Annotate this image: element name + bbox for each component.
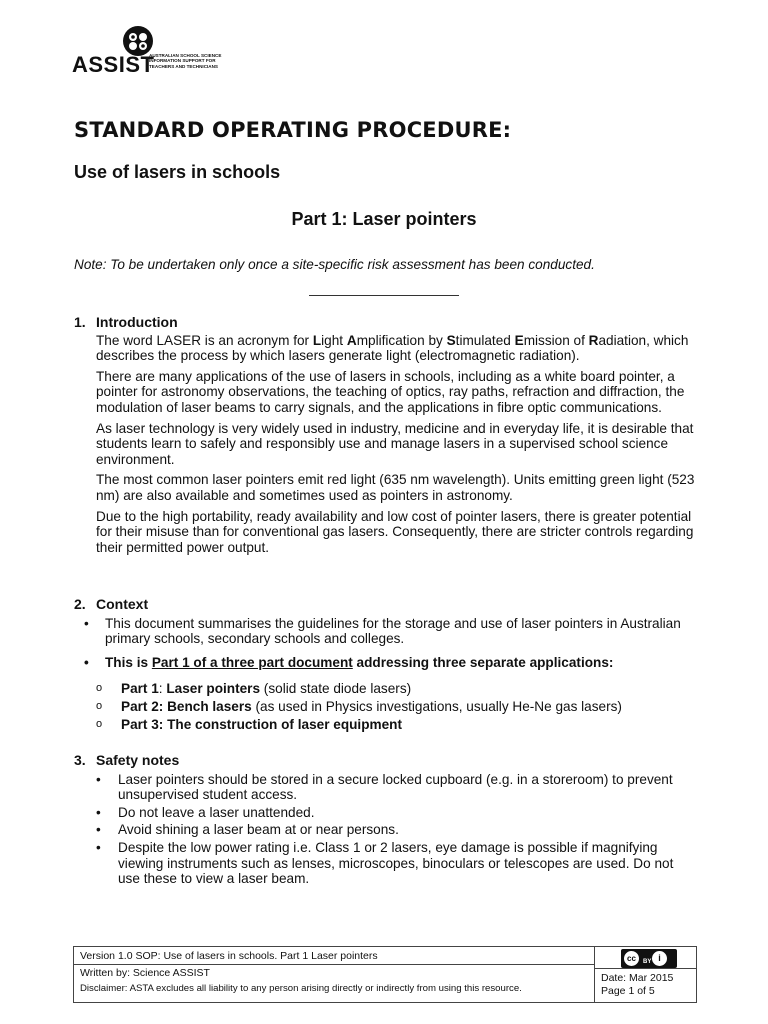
intro-paragraph: Due to the high portability, ready availability and low cost of pointer lasers, there is greater potential for their misuse than for conventional gas lasers. Consequently, there are stricter controls regarding their permitted power output. [96, 508, 694, 555]
sub-list-item: o Part 2: Bench lasers (as used in Physics investigations, usually He-Ne gas lasers) [96, 698, 622, 714]
list-item: • This document summarises the guidelines for the storage and use of laser pointers in Australian primary schools, secondary schools and colleges. [84, 615, 681, 647]
logo-tagline-line: INFORMATION SUPPORT FOR [149, 58, 216, 64]
section-number: 1. [74, 314, 86, 330]
part-title: Part 1: Laser pointers [291, 209, 477, 229]
bullet-icon: • [96, 839, 101, 855]
footer-author: Written by: Science ASSIST [80, 967, 210, 979]
bullet-icon: • [96, 771, 101, 787]
document-subtitle: Use of lasers in schools [74, 162, 281, 182]
section-number: 3. [74, 752, 86, 768]
circle-bullet-icon: o [96, 717, 103, 730]
circle-bullet-icon: o [96, 699, 103, 712]
list-item: • Do not leave a laser unattended. [96, 804, 315, 820]
list-item: • This is Part 1 of a three part document addressing three separate applications: [84, 654, 614, 670]
list-item: • Despite the low power rating i.e. Class 1 or 2 lasers, eye damage is possible if magnifying viewing instruments such as lenses, microscopes, binoculars or telescopes are used. Do not use these to view a laser beam. [96, 839, 674, 887]
creative-commons-icon: cc BY i [621, 949, 677, 968]
intro-paragraph: The word LASER is an acronym for Light Amplification by Stimulated Emission of Radiation, which describes the process by which lasers generate light (electromagnetic radiation). [96, 332, 689, 364]
sub-list-item: o Part 3: The construction of laser equipment [96, 716, 402, 732]
sub-list-item: o Part 1: Laser pointers (solid state diode lasers) [96, 681, 412, 697]
section-title: Introduction [96, 314, 178, 330]
section-safety-notes [74, 753, 699, 889]
section-heading [74, 753, 699, 769]
section-heading [74, 597, 699, 613]
section-title: Safety notes [96, 752, 180, 768]
logo-tagline-line: TEACHERS AND TECHNICIANS [149, 63, 218, 69]
circle-bullet-icon: o [96, 682, 103, 695]
section-number: 2. [74, 596, 86, 612]
bullet-icon: • [84, 615, 89, 631]
risk-note: Note: To be undertaken only once a site-specific risk assessment has been conducted. [74, 257, 595, 272]
list-item: • Avoid shining a laser beam at or near persons. [96, 822, 399, 838]
bullet-icon: • [84, 654, 89, 670]
footer-date: Date: Mar 2015 [601, 972, 674, 984]
logo-tagline-line: AUSTRALIAN SCHOOL SCIENCE [149, 53, 222, 58]
logo-wordmark: ASSIST [72, 52, 155, 77]
logo-tagline [149, 53, 229, 69]
footer-disclaimer: Disclaimer: ASTA excludes all liability to any person arising directly or indirectly from using this resource. [80, 983, 522, 994]
intro-paragraph: The most common laser pointers emit red light (635 nm wavelength). Units emitting green light (523 nm) are also available and sometimes used as pointers in astronomy. [96, 472, 695, 503]
footer-page-number: Page 1 of 5 [601, 985, 655, 997]
bullet-icon: • [96, 822, 101, 838]
document-title: STANDARD OPERATING PROCEDURE: [74, 118, 512, 142]
intro-paragraph: There are many applications of the use of lasers in schools, including as a white board pointer, a pointer for astronomy observations, the teaching of optics, ray paths, refraction and diffraction, the modulation of laser beams to carry signals, and the applications in fibre optic communications. [96, 368, 685, 415]
bullet-icon: • [96, 804, 101, 820]
section-title: Context [96, 596, 149, 612]
footer-version: Version 1.0 SOP: Use of lasers in schools. Part 1 Laser pointers [74, 947, 594, 965]
divider [309, 295, 459, 296]
section-heading [74, 315, 699, 331]
list-item: • Laser pointers should be stored in a secure locked cupboard (e.g. in a storeroom) to prevent unsupervised student access. [96, 771, 673, 803]
intro-paragraph: As laser technology is very widely used in industry, medicine and in everyday life, it is desirable that students learn to safely and responsibly use and manage lasers in a supervised school science environment. [96, 420, 694, 467]
section-introduction [74, 315, 699, 560]
page-footer [73, 946, 697, 1003]
section-context [74, 597, 699, 734]
assist-logo [72, 24, 232, 76]
